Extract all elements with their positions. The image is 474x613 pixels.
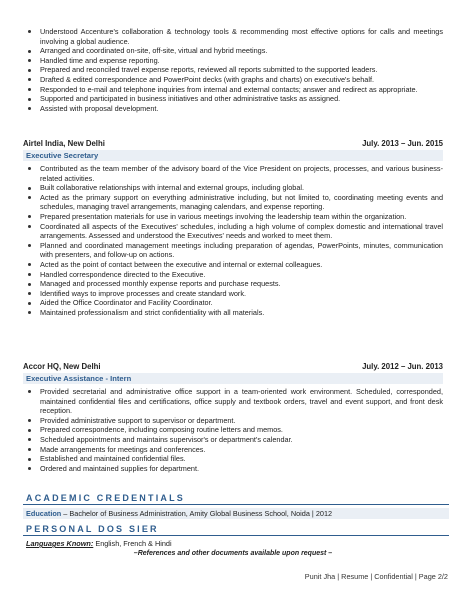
list-item: Handled time and expense reporting. — [23, 56, 443, 66]
languages-label: Languages Known: — [26, 539, 94, 548]
job-accor — [23, 362, 443, 473]
list-item: Supported and participated in business initiatives and other administrative tasks as assigned. — [23, 94, 443, 104]
languages-value: English, French & Hindi — [93, 539, 172, 548]
list-item: Maintained professionalism and strict confidentiality with all materials. — [23, 308, 443, 318]
job-airtel — [23, 139, 443, 318]
job-title: Executive Secretary — [23, 150, 443, 161]
education-detail: – Bachelor of Business Administration, Amity Global Business School, Noida | 2012 — [61, 509, 333, 518]
list-item: Contributed as the team member of the advisory board of the Vice President on projects, processes, and various business-related activities. — [23, 164, 443, 183]
company-name: Airtel India, New Delhi — [23, 139, 105, 148]
academic-credentials-heading: ACADEMIC CREDENTIALS — [23, 492, 449, 505]
list-item: Made arrangements for meetings and conferences. — [23, 445, 443, 455]
list-item: Handled correspondence directed to the Executive. — [23, 270, 443, 280]
job-header — [23, 362, 443, 371]
airtel-responsibilities-list — [23, 164, 443, 318]
list-item: Managed and processed monthly expense reports and purchase requests. — [23, 279, 443, 289]
list-item: Prepared and reconciled travel expense reports, reviewed all reports submitted to the supported leaders. — [23, 65, 443, 75]
list-item: Prepared presentation materials for use in various meetings involving the leadership team within the organization. — [23, 212, 443, 222]
list-item: Acted as the primary support on everything administrative including, but not limited to, coordinating meeting events and schedules, managing travel arrangements, managing calendars, and expense reporting. — [23, 193, 443, 212]
list-item: Aided the Office Coordinator and Facility Coordinator. — [23, 298, 443, 308]
job-title: Executive Assistance - Intern — [23, 373, 443, 384]
education-line — [23, 508, 449, 519]
company-name: Accor HQ, New Delhi — [23, 362, 101, 371]
list-item: Provided administrative support to supervisor or department. — [23, 416, 443, 426]
list-item: Acted as the point of contact between the executive and internal or external colleagues. — [23, 260, 443, 270]
list-item: Built collaborative relationships with internal and external groups, including global. — [23, 183, 443, 193]
list-item: Drafted & edited correspondence and PowerPoint decks (with graphs and charts) on executive's behalf. — [23, 75, 443, 85]
list-item: Planned and coordinated management meetings including preparation of agendas, PowerPoints, minutes, communication with presenters, and follow-up on actions. — [23, 241, 443, 260]
list-item: Coordinated all aspects of the Executives' schedules, including a high volume of complex domestic and international travel arrangements. Assessed and understood the Executives' needs and worked to meet them. — [23, 222, 443, 241]
list-item: Assisted with proposal development. — [23, 104, 443, 114]
languages-line — [26, 539, 172, 548]
list-item: Identified ways to improve processes and create standard work. — [23, 289, 443, 299]
list-item: Ordered and maintained supplies for department. — [23, 464, 443, 474]
page-footer: Punit Jha | Resume | Confidential | Page 2/2 — [304, 572, 448, 581]
list-item: Provided secretarial and administrative office support in a team-oriented work environment. Scheduled, corresponded, maintained confidential files and certifications, office supply and textbook orders, travel and event support, and front desk reception. — [23, 387, 443, 416]
list-item: Responded to e-mail and telephone inquiries from internal and external contacts; answer and redirect as appropriate. — [23, 85, 443, 95]
personal-dossier-heading: PERSONAL DOS SIER — [23, 523, 449, 536]
job-dates: July. 2012 – Jun. 2013 — [362, 362, 443, 371]
list-item: Prepared correspondence, including composing routine letters and memos. — [23, 425, 443, 435]
accor-responsibilities-list — [23, 387, 443, 473]
list-item: Scheduled appointments and maintains supervisor's or department's calendar. — [23, 435, 443, 445]
list-item: Understood Accenture's collaboration & technology tools & recommending most effective options for calls and meetings involving a global audience. — [23, 27, 443, 46]
accenture-responsibilities-list — [23, 27, 443, 113]
list-item: Established and maintained confidential files. — [23, 454, 443, 464]
job-dates: July. 2013 – Jun. 2015 — [362, 139, 443, 148]
education-label: Education — [26, 509, 62, 518]
job-header — [23, 139, 443, 148]
references-note: –References and other documents available upon request – — [133, 550, 333, 557]
list-item: Arranged and coordinated on-site, off-site, virtual and hybrid meetings. — [23, 46, 443, 56]
